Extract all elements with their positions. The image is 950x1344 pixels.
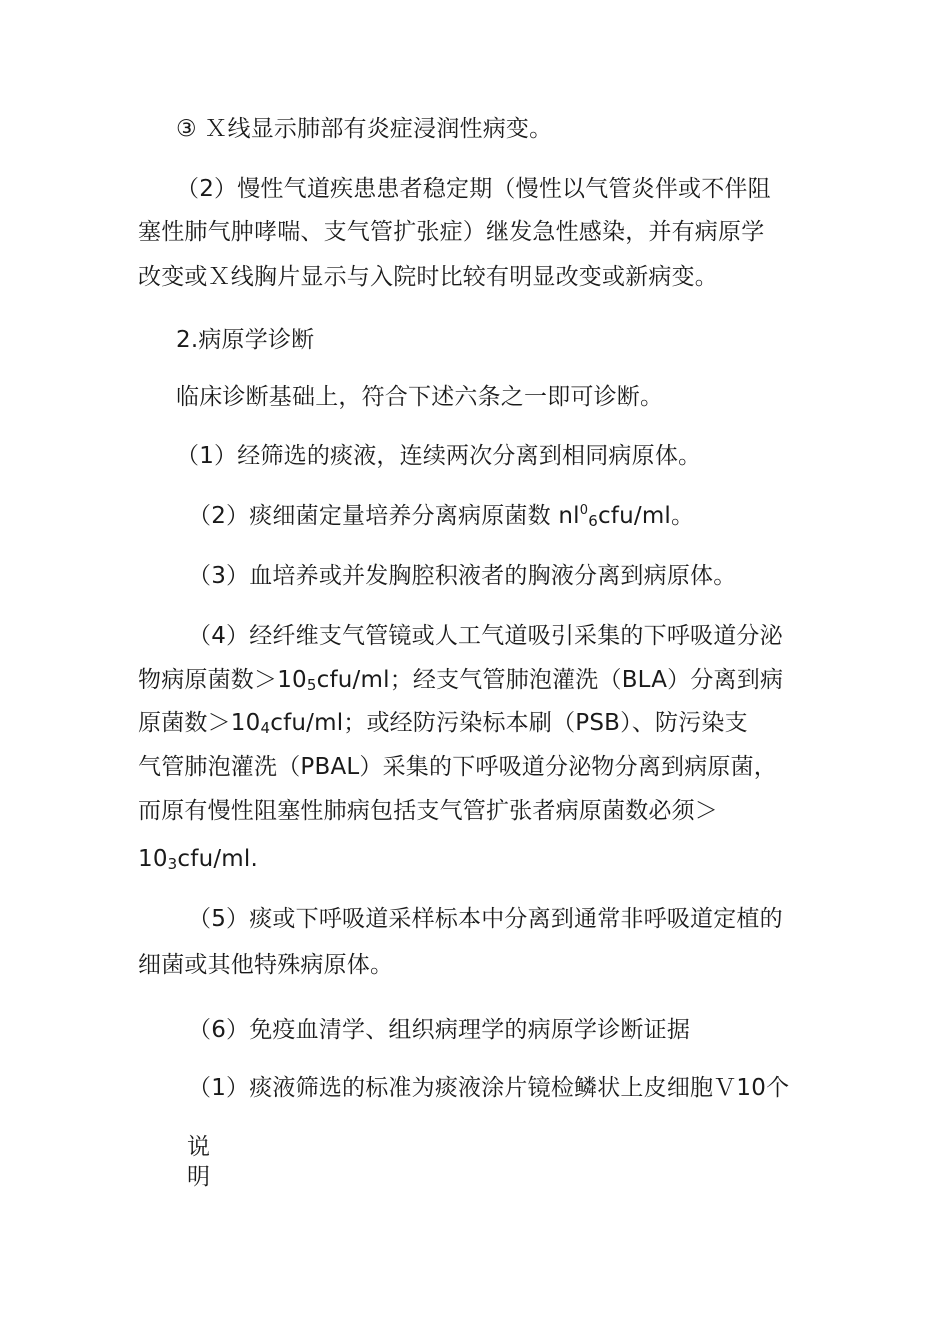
item-4-line1: （4）经纤维支气管镜或人工气道吸引采集的下呼吸道分泌	[188, 623, 783, 649]
item-4-line3-rest: cfu/ml；或经防污染标本刷（PSB）、防污染支	[270, 710, 748, 736]
item-4-line2-subscript: 5	[306, 676, 317, 694]
paragraph-chronic-airway-line2: 塞性肺气肿哮喘、支气管扩张症）继发急性感染，并有病原学	[138, 219, 765, 245]
item-5-line2: 细菌或其他特殊病原体。	[138, 952, 394, 978]
item-4-line6-rest: cfu/ml.	[177, 846, 258, 872]
item-4-line6-subscript: 3	[167, 855, 178, 873]
item-4-line6-text: 10	[138, 846, 168, 872]
note-label-vertical: 说明	[187, 1134, 210, 1190]
item-4-line3-subscript: 4	[260, 719, 271, 737]
note-item-1-screening: （1）痰液筛选的标准为痰液涂片镜检鳞状上皮细胞Ｖ10个	[188, 1075, 790, 1101]
item-4-line6	[138, 844, 258, 876]
item-4-line4: 气管肺泡灌洗（PBAL）采集的下呼吸道分泌物分离到病原菌，	[138, 754, 777, 780]
item-4-line2	[138, 665, 783, 697]
intro-sentence: 临床诊断基础上，符合下述六条之一即可诊断。	[176, 384, 664, 410]
item-4-line3-text: 原菌数＞10	[138, 710, 261, 736]
item-3-blood-culture: （3）血培养或并发胸腔积液者的胸液分离到病原体。	[188, 563, 737, 589]
item-6-immunology: （6）免疫血清学、组织病理学的病原学诊断证据	[188, 1017, 691, 1043]
item-2-quantitative-culture	[188, 501, 694, 535]
item-2-superscript: 0	[579, 503, 589, 518]
criterion-3-xray: ③ Ｘ线显示肺部有炎症浸润性病变。	[176, 116, 553, 142]
item-2-unit: cfu/ml。	[597, 503, 695, 529]
item-4-line5: 而原有慢性阻塞性肺病包括支气管扩张者病原菌数必须＞	[138, 798, 718, 824]
item-5-line1: （5）痰或下呼吸道采样标本中分离到通常非呼吸道定植的	[188, 906, 783, 932]
paragraph-chronic-airway-line1: （2）慢性气道疾患患者稳定期（慢性以气管炎伴或不伴阻	[176, 176, 771, 202]
item-4-line3	[138, 708, 748, 740]
item-2-subscript: 6	[588, 512, 598, 530]
paragraph-chronic-airway-line3: 改变或Ｘ线胸片显示与入院时比较有明显改变或新病变。	[138, 264, 718, 290]
item-4-line2-text: 物病原菌数＞10	[138, 667, 307, 693]
section-heading-etiology: 2.病原学诊断	[176, 327, 315, 353]
item-1-sputum: （1）经筛选的痰液，连续两次分离到相同病原体。	[176, 443, 702, 469]
item-2-text: （2）痰细菌定量培养分离病原菌数 nl	[188, 503, 580, 529]
item-4-line2-rest: cfu/ml；经支气管肺泡灌洗（BLA）分离到病	[316, 667, 784, 693]
